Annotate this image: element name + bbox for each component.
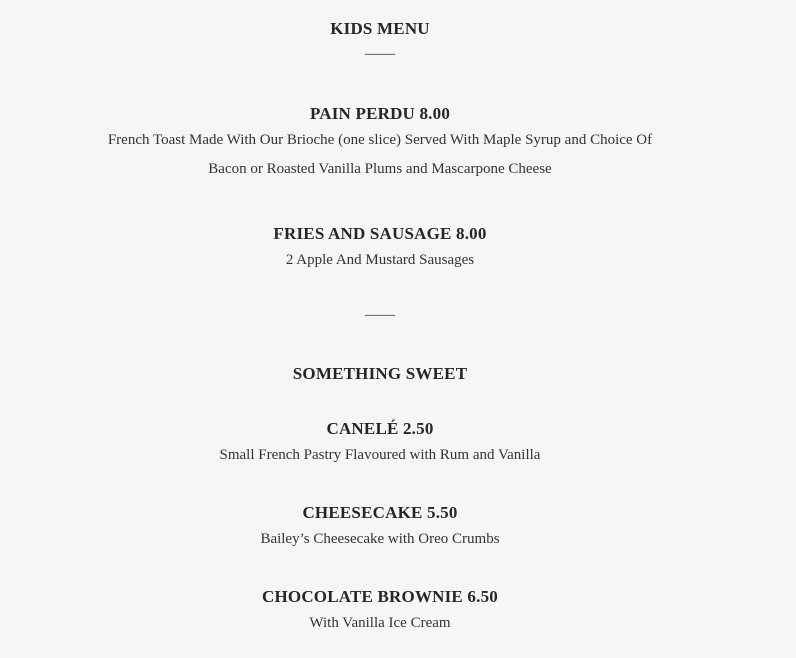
menu-item-heading: CANELÉ 2.50 (326, 419, 434, 438)
menu-item-description: Bacon or Roasted Vanilla Plums and Mascarpone Cheese (208, 161, 552, 177)
kids-menu-title: KIDS MENU (330, 19, 430, 38)
menu-item-description: French Toast Made With Our Brioche (one slice) Served With Maple Syrup and Choice Of (107, 132, 653, 148)
kids-menu-divider: ____ (365, 41, 395, 57)
menu-item-heading: CHOCOLATE BROWNIE 6.50 (262, 587, 498, 606)
menu-item-heading: CHEESECAKE 5.50 (302, 503, 458, 522)
section-divider: ____ (365, 302, 395, 318)
menu-item-heading: FRIES AND SAUSAGE 8.00 (273, 224, 487, 243)
menu-item-description: Small French Pastry Flavoured with Rum and Vanilla (219, 447, 541, 463)
menu-item-description: With Vanilla Ice Cream (309, 615, 451, 631)
menu-item-description: 2 Apple And Mustard Sausages (285, 252, 475, 268)
something-sweet-title: SOMETHING SWEET (292, 364, 468, 383)
menu-item-description: Bailey’s Cheesecake with Oreo Crumbs (260, 531, 500, 547)
menu-item-heading: PAIN PERDU 8.00 (309, 104, 451, 123)
